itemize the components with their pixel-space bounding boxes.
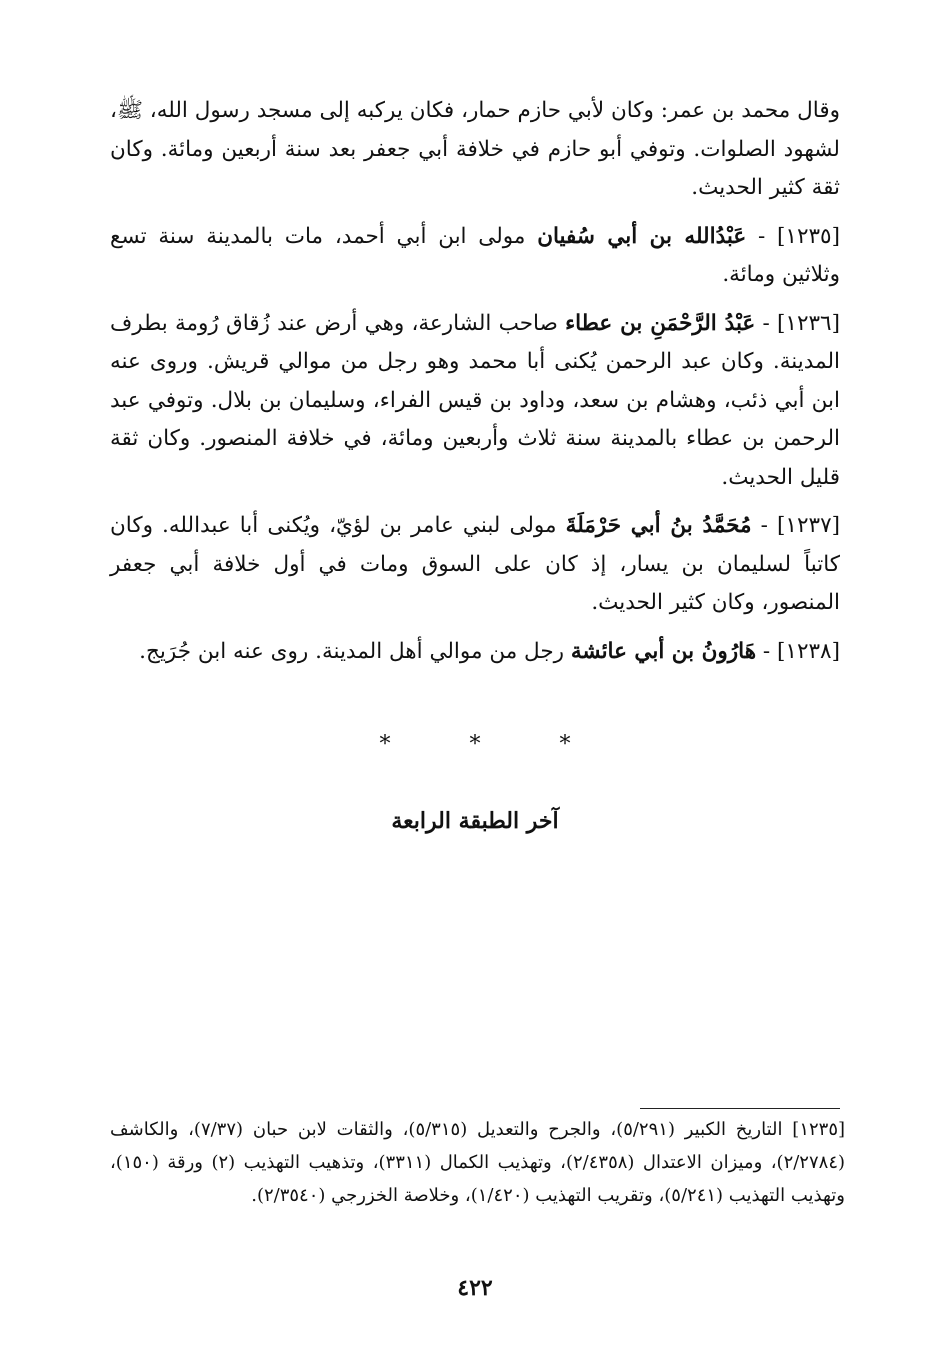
entry-text: مولى لبني عامر بن لؤيّ، ويُكنى أبا عبدالله. وكان كاتباً لسليمان بن يسار، إذ كان على السوق ومات في أول خلافة أبي جعفر المنصور، وكان كثير الحديث. (110, 513, 840, 615)
entry-name: مُحَمَّدُ بنُ أبي حَرْمَلَةَ (565, 513, 752, 538)
entry-1236 (110, 305, 840, 498)
separator-star: * (469, 732, 481, 757)
footnotes (110, 1113, 845, 1212)
section-separator (0, 732, 950, 757)
entry-1238 (110, 633, 840, 672)
separator-star: * (559, 732, 571, 757)
entry-name: عَبْدُ الرَّحْمَنِ بن عطاء (565, 310, 756, 336)
entry-text: رجل من موالي أهل المدينة. روى عنه ابن جُرَيج. (139, 638, 565, 664)
entry-name: عَبْدُالله بن أبي سُفيان (537, 223, 747, 249)
page-number: ٤٢٢ (457, 1275, 493, 1301)
section-end-heading: آخر الطبقة الرابعة (391, 808, 559, 834)
intro-paragraph: وقال محمد بن عمر: وكان لأبي حازم حمار، فكان يركبه إلى مسجد رسول الله، ﷺ، لشهود الصلوات. وتوفي أبو حازم في خلافة أبي جعفر بعد سنة أربعين ومائة. وكان ثقة كثير الحديث. (110, 98, 840, 200)
footnote-1235: [١٢٣٥] التاريخ الكبير (٥/٢٩١)، والجرح والتعديل (٥/٣١٥)، والثقات لابن حبان (٧/٣٧)، والكاشف (٢/٢٧٨٤)، وميزان الاعتدال (٢/٤٣٥٨)، وتهذيب الكمال (٣٣١١)، وتذهيب التهذيب (٢) ورقة (١٥٠)، وتهذيب التهذيب (٥/٢٤١)، وتقريب التهذيب (١/٤٢٠)، وخلاصة الخزرجي (٢/٣٥٤٠). (110, 1119, 846, 1206)
entry-1237 (110, 507, 840, 623)
footnote-divider (640, 1108, 840, 1109)
entry-text: صاحب الشارعة، وهي أرض عند زُقاق رُومة بطرف المدينة. وكان عبد الرحمن يُكنى أبا محمد وهو رجل من موالي قريش. وروى عنه ابن أبي ذئب، وهشام بن سعد، وداود بن قيس الفراء، وسليمان بن بلال. وتوفي عبد الرحمن بن عطاء بالمدينة سنة ثلاث وأربعين ومائة، في خلافة المنصور. وكان ثقة قليل الحديث. (110, 310, 840, 490)
entry-1235 (110, 218, 840, 295)
main-text (110, 92, 840, 681)
entry-number: [١٢٣٨] - (762, 638, 840, 664)
separator-star: * (379, 732, 391, 757)
entry-number: [١٢٣٧] - (760, 513, 841, 538)
entry-text: مولى ابن أبي أحمد، مات بالمدينة سنة تسع وثلاثين ومائة. (110, 223, 840, 287)
entry-name: هَارُونُ بن أبي عائشة (570, 638, 757, 664)
entry-number: [١٢٣٦] - (762, 310, 840, 336)
entry-number: [١٢٣٥] - (757, 223, 840, 249)
